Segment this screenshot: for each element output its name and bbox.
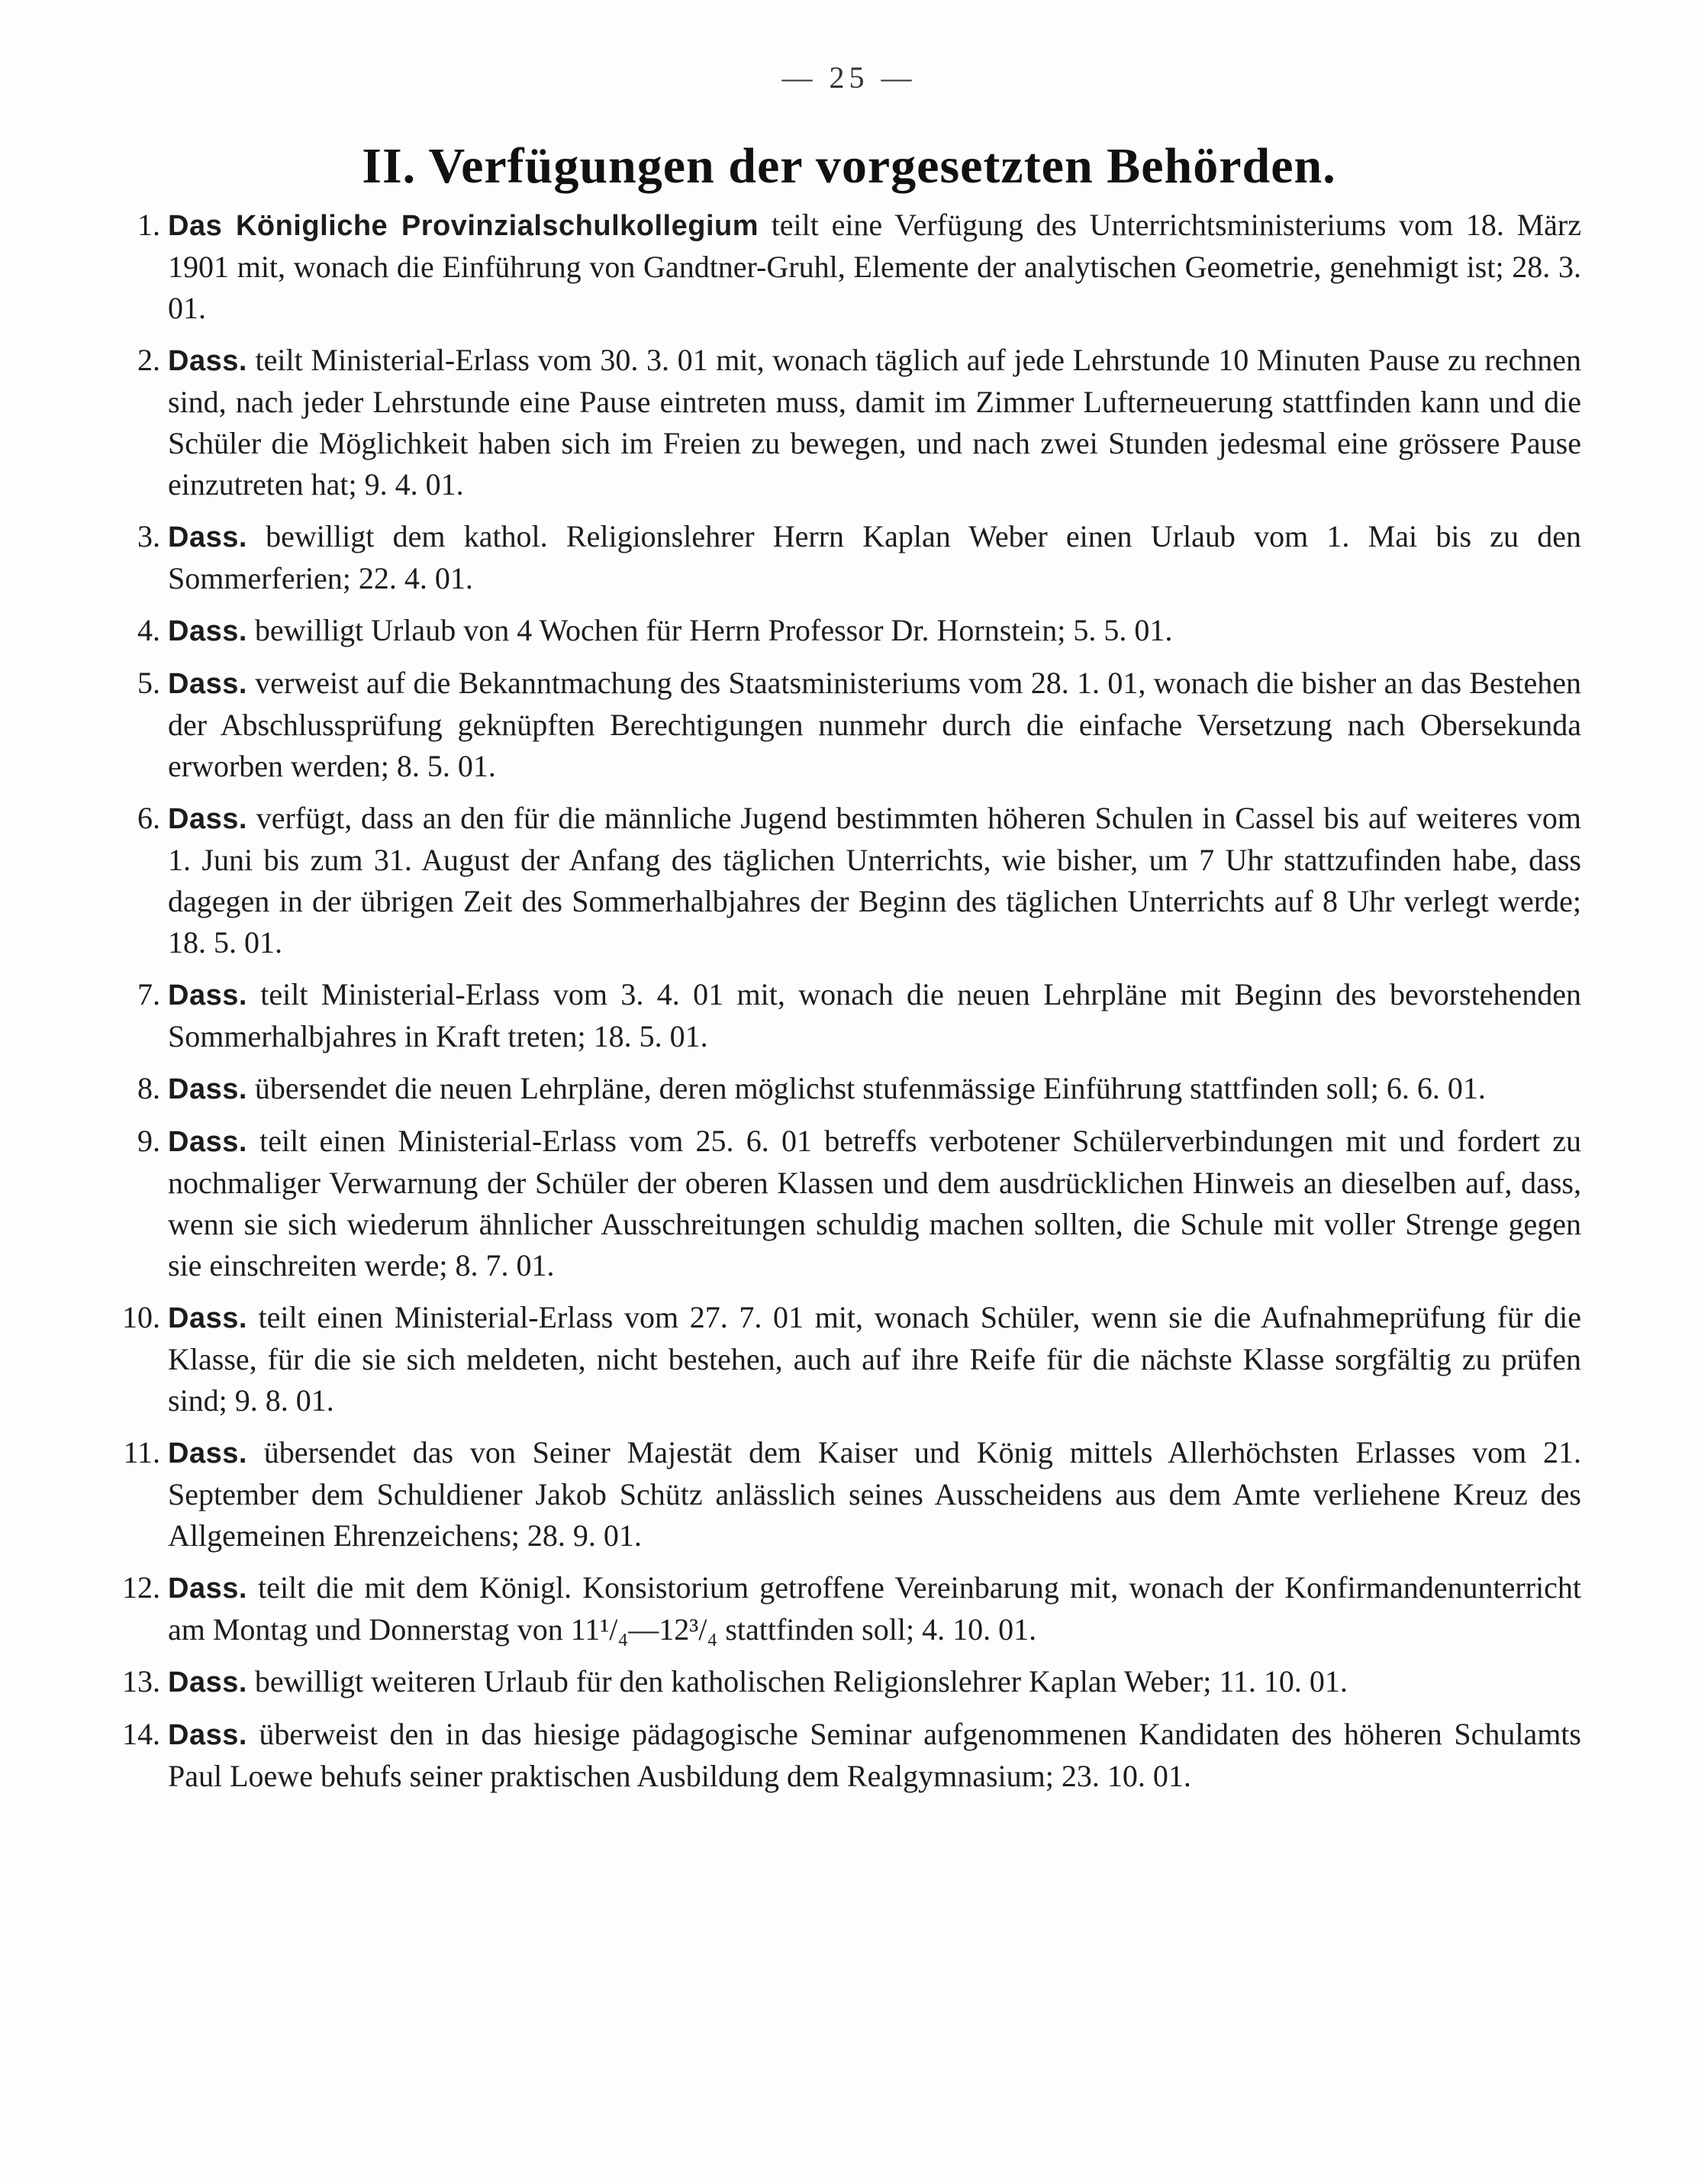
entry-lead: Dass. xyxy=(168,615,247,647)
entry-number: 1. xyxy=(137,208,160,242)
list-item xyxy=(107,1661,1581,1703)
entry-lead: Dass. xyxy=(168,803,247,835)
entry-number: 9. xyxy=(137,1124,160,1158)
list-item xyxy=(107,610,1581,652)
entry-number: 8. xyxy=(137,1071,160,1105)
entry-number: 12. xyxy=(122,1570,160,1605)
entry-text: verweist auf die Bekanntmachung des Staatsministeriums vom 28. 1. 01, wonach die bisher an das Bestehen der Abschlussprüfung geknüpften Berechtigungen nunmehr durch die einfache Versetzung nach Obersekunda erworben werden; 8. 5. 01. xyxy=(168,666,1581,783)
list-item xyxy=(107,1297,1581,1421)
entry-text: übersendet die neuen Lehrpläne, deren möglichst stufenmässige Einführung stattfinden soll; 6. 6. 01. xyxy=(246,1071,1486,1105)
entry-lead: Dass. xyxy=(168,668,247,700)
entry-number: 4. xyxy=(137,613,160,647)
list-item xyxy=(107,1068,1581,1110)
entry-text: teilt Ministerial-Erlass vom 3. 4. 01 mit, wonach die neuen Lehrpläne mit Beginn des bevorstehenden Sommerhalbjahres in Kraft treten; 18. 5. 01. xyxy=(168,977,1581,1053)
list-item xyxy=(107,205,1581,329)
entry-lead: Dass. xyxy=(168,521,247,553)
page-number: — 25 — xyxy=(781,60,917,95)
list-item xyxy=(107,1432,1581,1557)
entry-text: bewilligt weiteren Urlaub für den katholischen Religionslehrer Kaplan Weber; 11. 10. 01. xyxy=(246,1664,1348,1698)
list-item xyxy=(107,1714,1581,1797)
list-item xyxy=(107,340,1581,505)
entry-lead: Dass. xyxy=(168,1573,247,1605)
entry-lead: Dass. xyxy=(168,1437,247,1469)
entry-text: teilt die mit dem Königl. Konsistorium getroffene Vereinbarung mit, wonach der Konfirmandenunterricht am Montag und Donnerstag von 11¹/₄—12³/₄ stattfinden soll; 4. 10. 01. xyxy=(168,1570,1581,1647)
entry-lead: Dass. xyxy=(168,1073,247,1105)
entry-lead: Dass. xyxy=(168,1666,247,1698)
entry-text: teilt einen Ministerial-Erlass vom 27. 7. 01 mit, wonach Schüler, wenn sie die Aufnahmeprüfung für die Klasse, für die sie sich meldeten, nicht bestehen, auch auf ihre Reife für die nächste Klasse sorgfältig zu prüfen sind; 9. 8. 01. xyxy=(168,1300,1581,1418)
entry-text: bewilligt dem kathol. Religionslehrer Herrn Kaplan Weber einen Urlaub vom 1. Mai bis zu den Sommerferien; 22. 4. 01. xyxy=(168,519,1581,595)
entry-number: 2. xyxy=(137,343,160,377)
entry-number: 5. xyxy=(137,666,160,700)
entry-number: 10. xyxy=(122,1300,160,1334)
list-item xyxy=(107,1121,1581,1286)
entry-lead: Dass. xyxy=(168,1126,247,1158)
entry-number: 7. xyxy=(137,977,160,1011)
entry-text: überweist den in das hiesige pädagogische Seminar aufgenommenen Kandidaten des höheren Schulamts Paul Loewe behufs seiner praktischen Ausbildung dem Realgymnasium; 23. 10. 01. xyxy=(168,1717,1581,1793)
entry-text: teilt einen Ministerial-Erlass vom 25. 6. 01 betreffs verbotener Schülerverbindungen mit und fordert zu nochmaliger Verwarnung der Schüler der oberen Klassen und dem ausdrücklichen Hinweis an dieselben auf, dass, wenn sie sich wiederum ähnlicher Ausschreitungen schuldig machen sollten, die Schule mit voller Strenge gegen sie einschreiten werde; 8. 7. 01. xyxy=(168,1124,1581,1282)
entry-list xyxy=(107,205,1581,1808)
entry-lead: Dass. xyxy=(168,1719,247,1751)
entry-number: 11. xyxy=(123,1435,160,1469)
list-item xyxy=(107,1567,1581,1650)
entry-text: teilt Ministerial-Erlass vom 30. 3. 01 mit, wonach täglich auf jede Lehrstunde 10 Minuten Pause zu rechnen sind, nach jeder Lehrstunde eine Pause eintreten muss, damit im Zimmer Lufterneuerung stattfinden kann und die Schüler die Möglichkeit haben sich im Freien zu bewegen, und nach zwei Stunden jedesmal eine grössere Pause einzutreten hat; 9. 4. 01. xyxy=(168,343,1581,502)
entry-text: bewilligt Urlaub von 4 Wochen für Herrn Professor Dr. Hornstein; 5. 5. 01. xyxy=(246,613,1173,647)
entry-number: 6. xyxy=(137,801,160,835)
entry-number: 13. xyxy=(122,1664,160,1698)
entry-text: verfügt, dass an den für die männliche Jugend bestimmten höheren Schulen in Cassel bis auf weiteres vom 1. Juni bis zum 31. August der Anfang des täglichen Unterrichts, wie bisher, um 7 Uhr stattzufinden habe, dass dagegen in der übrigen Zeit des Sommerhalbjahres der Beginn des täglichen Unterrichts auf 8 Uhr verlegt werde; 18. 5. 01. xyxy=(168,801,1581,960)
entry-lead: Dass. xyxy=(168,979,247,1011)
list-item xyxy=(107,974,1581,1057)
list-item xyxy=(107,798,1581,963)
entry-number: 14. xyxy=(122,1717,160,1751)
entry-lead: Das Königliche Provinzialschulkollegium xyxy=(168,210,759,242)
list-item xyxy=(107,663,1581,787)
entry-text: übersendet das von Seiner Majestät dem Kaiser und König mittels Allerhöchsten Erlasses vom 21. September dem Schuldiener Jakob Schütz anlässlich seines Ausscheidens aus dem Amte verliehene Kreuz des Allgemeinen Ehrenzeichens; 28. 9. 01. xyxy=(168,1435,1581,1553)
entry-number: 3. xyxy=(137,519,160,553)
entry-text: teilt eine Verfügung des Unterrichtsministeriums vom 18. März 1901 mit, wonach die Einführung von Gandtner-Gruhl, Elemente der analytischen Geometrie, genehmigt ist; 28. 3. 01. xyxy=(168,208,1581,325)
list-item xyxy=(107,516,1581,599)
section-heading: II. Verfügungen der vorgesetzten Behörden. xyxy=(362,138,1336,194)
entry-lead: Dass. xyxy=(168,345,247,377)
entry-lead: Dass. xyxy=(168,1302,247,1334)
